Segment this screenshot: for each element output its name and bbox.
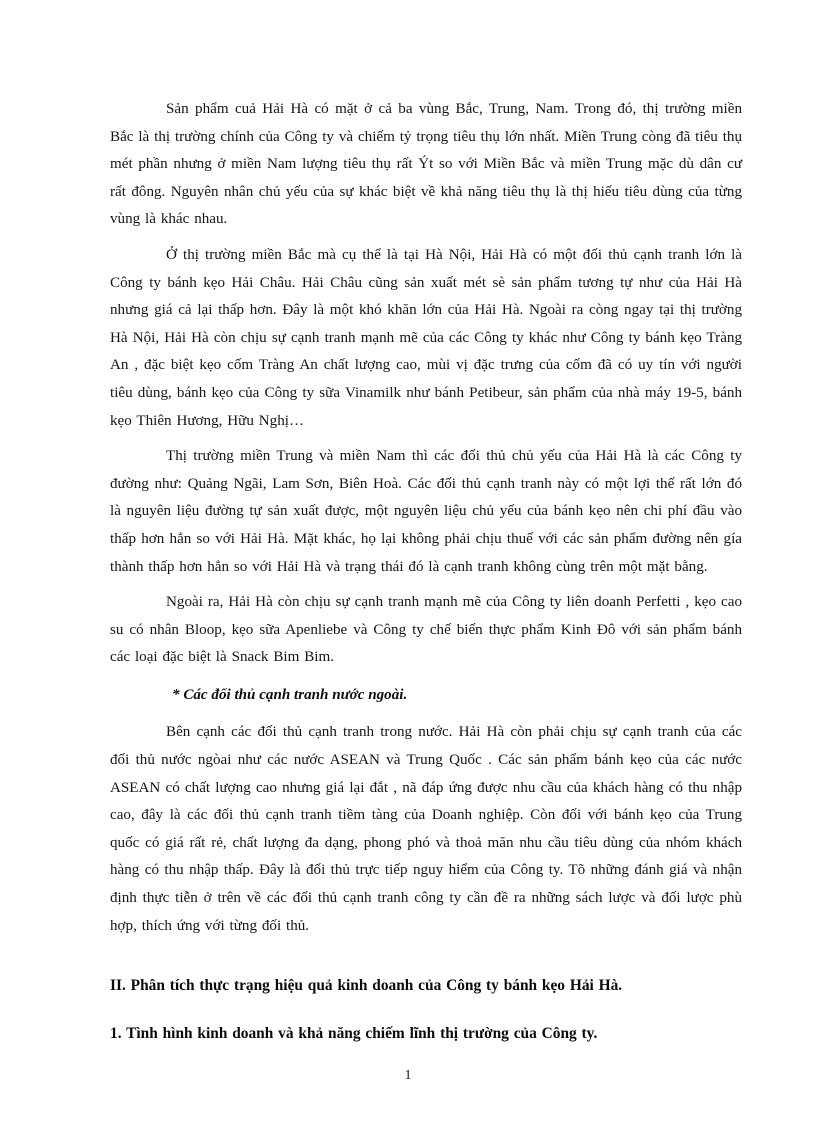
paragraph-market-regions: Sản phẩm cuả Hải Hà có mặt ở cả ba vùng Bắc, Trung, Nam. Trong đó, thị trường miền Bắc là thị trường chính của Công ty và chiếm tỷ trọng tiêu thụ lớn nhất. Miền Trung còng đã tiêu thụ mét phần nhưng ở miền Nam lượng tiêu thụ rất Ýt so với Miền Bắc và miền Trung mặc dù dân cư rất đông. Nguyên nhân chủ yếu của sự khác biệt về khả năng tiêu thụ là thị hiếu tiêu dùng của từng vùng là khác nhau. [110, 101, 742, 228]
page-number-footer: 1 [404, 1068, 412, 1083]
paragraph-north-competitors: Ở thị trường miền Bắc mà cụ thể là tại Hà Nội, Hải Hà có một đối thủ cạnh tranh lớn là Công ty bánh kẹo Hải Châu. Hải Châu cũng sản xuất mét sè sản phẩm tương tự như của Hải Hà nhưng giá cả lại thấp hơn. Đây là một khó khăn lớn của Hải Hà. Ngoài ra còng ngay tại thị trường Hà Nội, Hải Hà còn chịu sự cạnh tranh mạnh mẽ của các Công ty khác như Công ty bánh kẹo Tràng An , đặc biệt kẹo cốm Tràng An chất lượng cao, mùi vị đặc trưng của cốm đã có uy tín với người tiêu dùng, bánh kẹo của Công ty sữa Vinamilk như bánh Petibeur, sản phẩm của nhà máy 19-5, bánh kẹo Thiên Hương, Hữu Nghị… [110, 246, 742, 429]
paragraph-central-south-competitors: Thị trường miền Trung và miền Nam thì các đối thủ chủ yếu của Hải Hà là các Công ty đường như: Quảng Ngãi, Lam Sơn, Biên Hoà. Các đối thủ cạnh tranh này có một lợi thế rất lớn đó là nguyên liệu đường tự sản xuất được, một nguyên liệu chủ yếu của bánh kẹo nên chi phí đầu vào thấp hơn hẳn so với Hải Hà. Mặt khác, họ lại không phải chịu thuế với các sản phẩm đường nên gía thành thấp hơn hẳn so với Hải Hà và trạng thái đó là cạnh tranh không cùng trên một mặt bằng. [110, 448, 742, 575]
heading-subsection-1: 1. Tình hình kinh doanh và khả năng chiếm lĩnh thị trường của Công ty. [110, 1024, 598, 1042]
paragraph-joint-venture-competitors: Ngoài ra, Hải Hà còn chịu sự cạnh tranh mạnh mẽ của Công ty liên doanh Perfetti , kẹo cao su có nhân Bloop, kẹo sữa Apenliebe và Công ty chế biến thực phẩm Kinh Đô với sản phẩm bánh các loại đặc biệt là Snack Bim Bim. [110, 594, 742, 666]
page-content-body [110, 96, 742, 1047]
paragraph-foreign-competitors: Bên cạnh các đối thủ cạnh tranh trong nước. Hải Hà còn phải chịu sự cạnh tranh của các đối thủ nước ngòai như các nước ASEAN và Trung Quốc . Các sản phẩm bánh kẹo của các nước ASEAN có chất lượng cao nhưng giá lại đắt , nã đáp ứng được nhu cầu của khách hàng có thu nhập cao, đây là các đối thủ cạnh tranh tiềm tàng của Doanh nghiệp. Còn đối với bánh kẹo của Trung quốc có giá rất rẻ, chất lượng đa dạng, phong phó và thoả măn nhu cầu tiêu dùng của nhóm khách hàng có thu nhập thấp. Đây là đối thủ trực tiếp nguy hiểm của Công ty. Tõ những đánh giá và nhận định thực tiễn ở trên về các đối thủ cạnh tranh công ty cần đề ra những sách lược và đối lược phù hợp, thích ứng với từng đối thủ. [110, 724, 742, 934]
heading-section-ii: II. Phân tích thực trạng hiệu quả kinh doanh của Công ty bánh kẹo Hải Hà. [110, 977, 623, 995]
section-spacer [110, 948, 742, 954]
subheading-foreign-competitors: * Các đối thủ cạnh tranh nước ngoài. [172, 686, 408, 703]
